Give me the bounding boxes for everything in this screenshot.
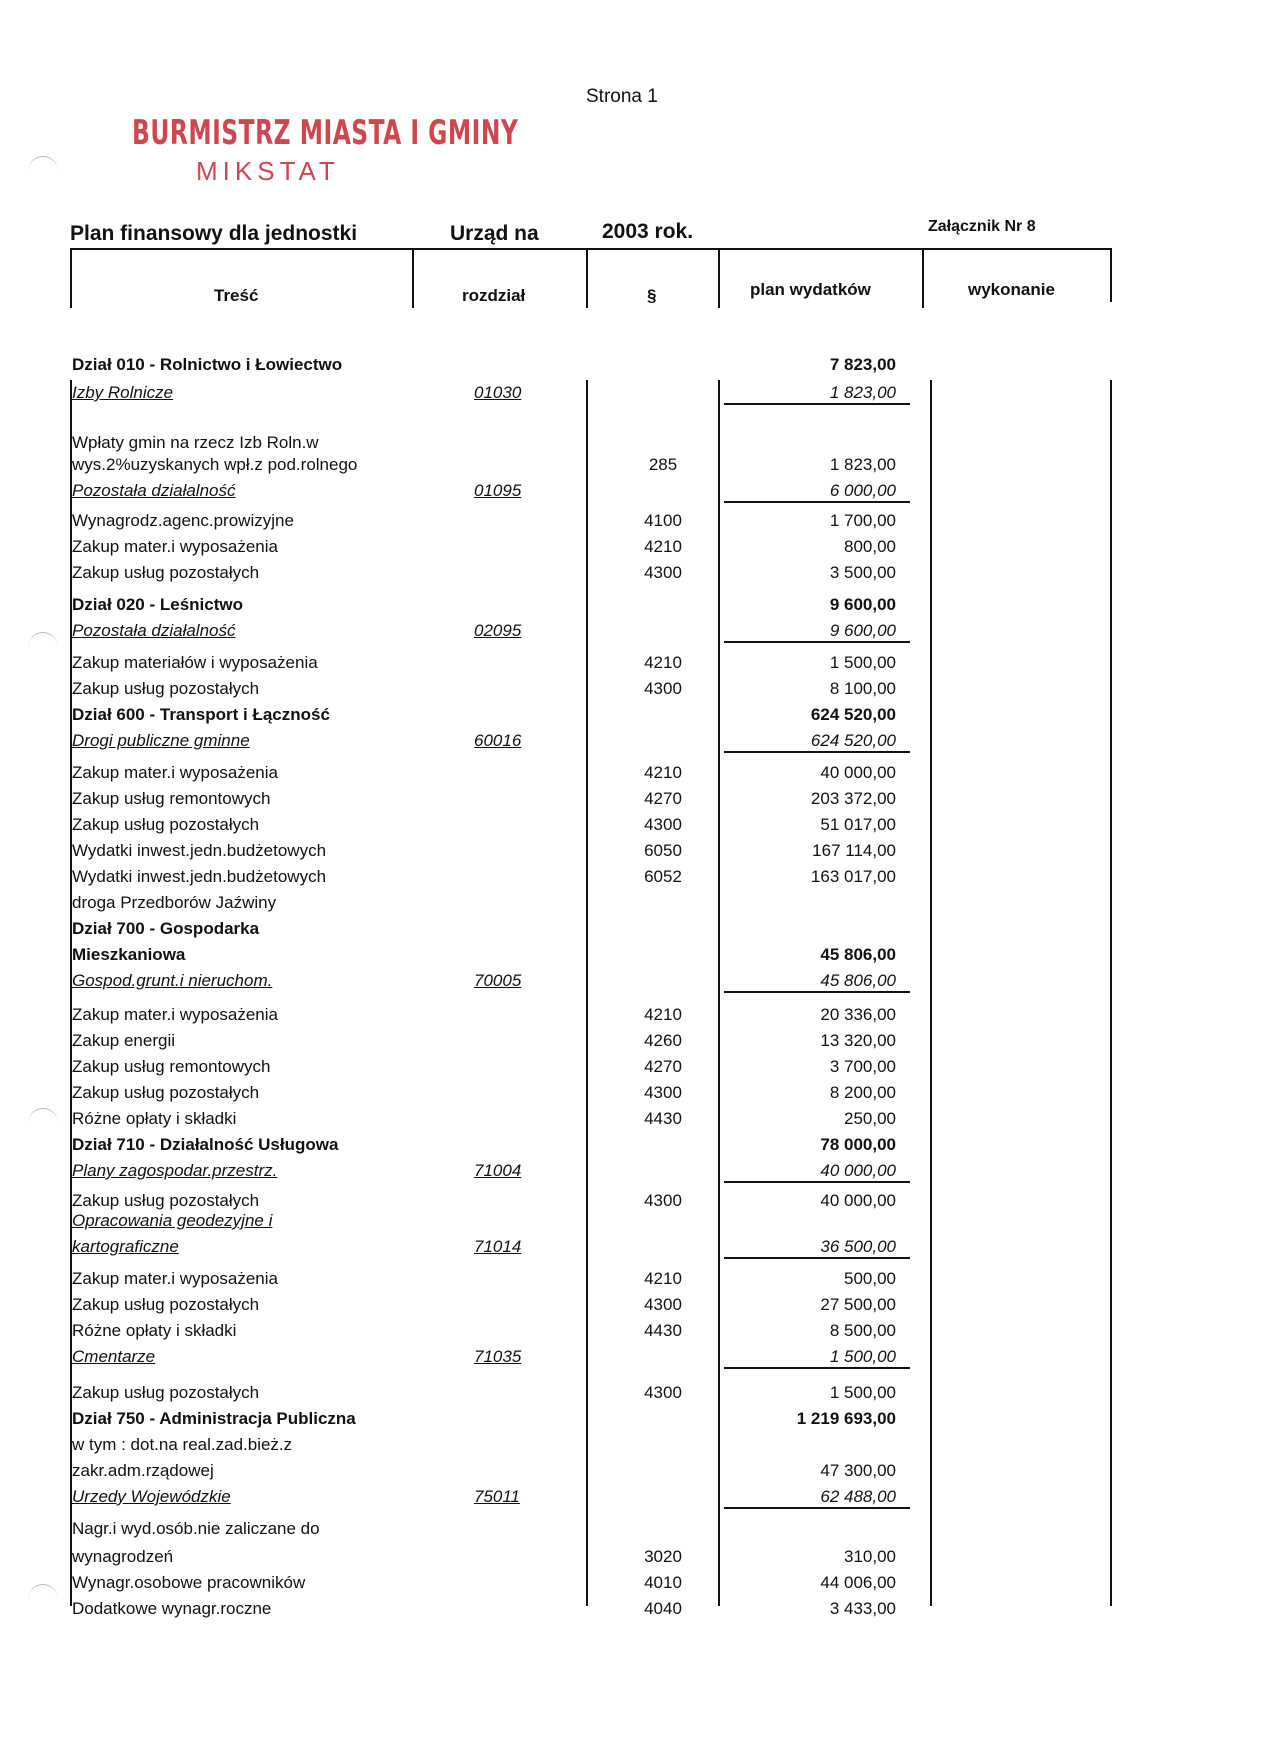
header-divider bbox=[922, 248, 924, 308]
row-description: droga Przedborów Jaźwiny bbox=[72, 893, 277, 912]
row-plan-amount: 250,00 bbox=[844, 1109, 896, 1128]
row-plan-amount: 9 600,00 bbox=[829, 621, 896, 640]
subtotal-rule bbox=[724, 991, 910, 993]
table-row bbox=[0, 480, 1274, 502]
row-description: Zakup mater.i wyposażenia bbox=[72, 537, 278, 556]
row-description: Zakup mater.i wyposażenia bbox=[72, 1269, 278, 1288]
col-header-wykonanie: wykonanie bbox=[968, 280, 1055, 299]
table-row bbox=[0, 1210, 1274, 1232]
row-rozdzial: 71035 bbox=[474, 1347, 522, 1366]
row-description: kartograficzne bbox=[72, 1237, 179, 1256]
punch-hole-mark bbox=[28, 156, 58, 171]
table-row bbox=[0, 1108, 1274, 1130]
subtotal-rule bbox=[724, 403, 910, 405]
table-row bbox=[0, 1190, 1274, 1212]
row-paragraf: 4300 bbox=[644, 563, 682, 582]
row-paragraf: 4300 bbox=[644, 1295, 682, 1314]
row-description: Zakup mater.i wyposażenia bbox=[72, 1005, 278, 1024]
row-description: Dział 020 - Leśnictwo bbox=[72, 595, 243, 614]
table-row bbox=[0, 762, 1274, 784]
row-plan-amount: 9 600,00 bbox=[829, 595, 896, 614]
row-plan-amount: 624 520,00 bbox=[810, 705, 896, 724]
table-row bbox=[0, 1518, 1274, 1540]
row-description: zakr.adm.rządowej bbox=[72, 1461, 214, 1480]
table-row bbox=[0, 510, 1274, 532]
row-description: Dodatkowe wynagr.roczne bbox=[72, 1599, 272, 1618]
subtotal-rule bbox=[724, 1257, 910, 1259]
row-description: wys.2%uzyskanych wpł.z pod.rolnego bbox=[72, 455, 358, 474]
row-plan-amount: 1 500,00 bbox=[829, 1347, 896, 1366]
table-row bbox=[0, 1382, 1274, 1404]
row-paragraf: 4300 bbox=[644, 679, 682, 698]
row-rozdzial: 01095 bbox=[474, 481, 522, 500]
row-description: Wynagrodz.agenc.prowizyjne bbox=[72, 511, 294, 530]
row-description: Dział 700 - Gospodarka bbox=[72, 919, 260, 938]
row-paragraf: 4210 bbox=[644, 1005, 682, 1024]
row-plan-amount: 1 500,00 bbox=[829, 1383, 896, 1402]
row-description: Wydatki inwest.jedn.budżetowych bbox=[72, 841, 327, 860]
row-paragraf: 4430 bbox=[644, 1321, 682, 1340]
subtotal-rule bbox=[724, 501, 910, 503]
title-part-1: Plan finansowy dla jednostki bbox=[70, 222, 358, 245]
table-row bbox=[0, 354, 1274, 376]
row-description: Zakup usług remontowych bbox=[72, 789, 271, 808]
row-plan-amount: 78 000,00 bbox=[820, 1135, 896, 1154]
table-row bbox=[0, 1082, 1274, 1104]
row-description: Wydatki inwest.jedn.budżetowych bbox=[72, 867, 327, 886]
row-plan-amount: 500,00 bbox=[844, 1269, 896, 1288]
row-description: Wynagr.osobowe pracowników bbox=[72, 1573, 306, 1592]
row-description: Zakup mater.i wyposażenia bbox=[72, 763, 278, 782]
col-header-plan: plan wydatków bbox=[750, 280, 871, 299]
row-rozdzial: 70005 bbox=[474, 971, 522, 990]
table-row bbox=[0, 594, 1274, 616]
table-row bbox=[0, 1346, 1274, 1368]
row-plan-amount: 310,00 bbox=[844, 1547, 896, 1566]
row-plan-amount: 36 500,00 bbox=[820, 1237, 896, 1256]
table-row bbox=[0, 1320, 1274, 1342]
table-row bbox=[0, 1268, 1274, 1290]
table-row bbox=[0, 840, 1274, 862]
row-plan-amount: 1 500,00 bbox=[829, 653, 896, 672]
row-description: Drogi publiczne gminne bbox=[72, 731, 250, 750]
table-row bbox=[0, 892, 1274, 914]
row-plan-amount: 624 520,00 bbox=[810, 731, 896, 750]
table-row bbox=[0, 1056, 1274, 1078]
header-top-line bbox=[70, 248, 1110, 250]
row-description: Urzedy Wojewódzkie bbox=[72, 1487, 231, 1506]
row-description: Zakup usług remontowych bbox=[72, 1057, 271, 1076]
table-row bbox=[0, 970, 1274, 992]
row-description: Różne opłaty i składki bbox=[72, 1109, 237, 1128]
row-description: Pozostała działalność bbox=[72, 481, 236, 500]
row-plan-amount: 40 000,00 bbox=[820, 763, 896, 782]
table-row bbox=[0, 704, 1274, 726]
row-description: Plany zagospodar.przestrz. bbox=[72, 1161, 278, 1180]
subtotal-rule bbox=[724, 1507, 910, 1509]
row-plan-amount: 203 372,00 bbox=[810, 789, 896, 808]
row-paragraf: 4300 bbox=[644, 1383, 682, 1402]
row-plan-amount: 51 017,00 bbox=[820, 815, 896, 834]
row-paragraf: 4010 bbox=[644, 1573, 682, 1592]
header-divider bbox=[412, 248, 414, 308]
table-row bbox=[0, 1134, 1274, 1156]
row-paragraf: 4270 bbox=[644, 789, 682, 808]
row-rozdzial: 71004 bbox=[474, 1161, 522, 1180]
row-rozdzial: 71014 bbox=[474, 1237, 522, 1256]
stamp-line-2: MIKSTAT bbox=[196, 156, 340, 186]
row-plan-amount: 13 320,00 bbox=[820, 1031, 896, 1050]
header-divider bbox=[586, 248, 588, 308]
row-description: Cmentarze bbox=[72, 1347, 156, 1366]
row-plan-amount: 1 823,00 bbox=[829, 455, 896, 474]
row-paragraf: 4430 bbox=[644, 1109, 682, 1128]
row-description: Zakup usług pozostałych bbox=[72, 679, 260, 698]
row-description: Izby Rolnicze bbox=[72, 383, 174, 402]
row-plan-amount: 8 100,00 bbox=[829, 679, 896, 698]
table-row bbox=[0, 1572, 1274, 1594]
table-row bbox=[0, 1460, 1274, 1482]
row-description: Dział 600 - Transport i Łączność bbox=[72, 705, 330, 724]
row-plan-amount: 167 114,00 bbox=[812, 841, 896, 860]
header-divider bbox=[718, 248, 720, 308]
row-plan-amount: 8 500,00 bbox=[829, 1321, 896, 1340]
row-description: Zakup usług pozostałych bbox=[72, 1083, 260, 1102]
table-row bbox=[0, 562, 1274, 584]
row-plan-amount: 800,00 bbox=[844, 537, 896, 556]
subtotal-rule bbox=[724, 641, 910, 643]
row-paragraf: 4300 bbox=[644, 1191, 682, 1210]
row-description: Mieszkaniowa bbox=[72, 945, 186, 964]
row-plan-amount: 45 806,00 bbox=[820, 971, 896, 990]
table-row bbox=[0, 1030, 1274, 1052]
row-plan-amount: 20 336,00 bbox=[820, 1005, 896, 1024]
table-row bbox=[0, 1160, 1274, 1182]
row-description: Zakup usług pozostałych bbox=[72, 563, 260, 582]
row-description: Dział 010 - Rolnictwo i Łowiectwo bbox=[72, 355, 343, 374]
table-row bbox=[0, 866, 1274, 888]
row-paragraf: 4040 bbox=[644, 1599, 682, 1618]
row-plan-amount: 3 433,00 bbox=[829, 1599, 896, 1618]
row-paragraf: 4260 bbox=[644, 1031, 682, 1050]
row-paragraf: 4210 bbox=[644, 653, 682, 672]
subtotal-rule bbox=[724, 751, 910, 753]
row-description: Pozostała działalność bbox=[72, 621, 236, 640]
row-description: wynagrodzeń bbox=[72, 1547, 174, 1566]
table-row bbox=[0, 620, 1274, 642]
col-header-paragraf: § bbox=[647, 286, 657, 305]
row-paragraf: 6050 bbox=[644, 841, 682, 860]
row-plan-amount: 3 500,00 bbox=[829, 563, 896, 582]
table-row bbox=[0, 678, 1274, 700]
row-paragraf: 4210 bbox=[644, 763, 682, 782]
row-plan-amount: 27 500,00 bbox=[820, 1295, 896, 1314]
row-plan-amount: 45 806,00 bbox=[820, 945, 896, 964]
table-row bbox=[0, 1004, 1274, 1026]
row-plan-amount: 1 219 693,00 bbox=[796, 1409, 896, 1428]
row-paragraf: 4210 bbox=[644, 537, 682, 556]
row-rozdzial: 02095 bbox=[474, 621, 522, 640]
row-paragraf: 6052 bbox=[644, 867, 682, 886]
row-plan-amount: 163 017,00 bbox=[810, 867, 896, 886]
row-description: Zakup materiałów i wyposażenia bbox=[72, 653, 318, 672]
row-plan-amount: 6 000,00 bbox=[829, 481, 896, 500]
page-label: Strona 1 bbox=[586, 86, 658, 107]
annex-label: Załącznik Nr 8 bbox=[928, 218, 1036, 235]
stamp-line-1: BURMISTRZ MIASTA I GMINY bbox=[132, 114, 519, 153]
row-plan-amount: 40 000,00 bbox=[820, 1191, 896, 1210]
row-plan-amount: 7 823,00 bbox=[829, 355, 896, 374]
row-paragraf: 4300 bbox=[644, 815, 682, 834]
table-row bbox=[0, 1434, 1274, 1456]
header-divider bbox=[70, 248, 72, 308]
row-description: Gospod.grunt.i nieruchom. bbox=[72, 971, 273, 990]
row-rozdzial: 60016 bbox=[474, 731, 522, 750]
table-row bbox=[0, 1294, 1274, 1316]
table-row bbox=[0, 1546, 1274, 1568]
row-description: Dział 710 - Działalność Usługowa bbox=[72, 1135, 339, 1154]
table-row bbox=[0, 918, 1274, 940]
table-row bbox=[0, 788, 1274, 810]
row-description: Opracowania geodezyjne i bbox=[72, 1211, 273, 1230]
table-row bbox=[0, 454, 1274, 476]
row-description: Zakup energii bbox=[72, 1031, 176, 1050]
col-header-tresc: Treść bbox=[214, 286, 259, 305]
table-row bbox=[0, 1408, 1274, 1430]
row-paragraf: 4210 bbox=[644, 1269, 682, 1288]
row-plan-amount: 40 000,00 bbox=[820, 1161, 896, 1180]
table-row bbox=[0, 536, 1274, 558]
row-plan-amount: 3 700,00 bbox=[829, 1057, 896, 1076]
header-divider bbox=[1110, 248, 1112, 302]
title-part-2: Urząd na bbox=[450, 222, 539, 245]
table-row bbox=[0, 730, 1274, 752]
row-description: Różne opłaty i składki bbox=[72, 1321, 237, 1340]
table-row bbox=[0, 652, 1274, 674]
row-description: Zakup usług pozostałych bbox=[72, 1383, 260, 1402]
table-row bbox=[0, 1486, 1274, 1508]
subtotal-rule bbox=[724, 1367, 910, 1369]
row-rozdzial: 75011 bbox=[474, 1487, 521, 1506]
row-paragraf: 4100 bbox=[644, 511, 682, 530]
row-plan-amount: 1 823,00 bbox=[829, 383, 896, 402]
table-row bbox=[0, 382, 1274, 404]
row-paragraf: 4300 bbox=[644, 1083, 682, 1102]
row-paragraf: 4270 bbox=[644, 1057, 682, 1076]
row-paragraf: 285 bbox=[648, 455, 678, 474]
title-part-3: 2003 rok. bbox=[602, 220, 694, 243]
row-rozdzial: 01030 bbox=[474, 383, 522, 402]
row-paragraf: 3020 bbox=[644, 1547, 682, 1566]
row-description: Dział 750 - Administracja Publiczna bbox=[72, 1409, 356, 1428]
table-row bbox=[0, 944, 1274, 966]
row-plan-amount: 62 488,00 bbox=[820, 1487, 896, 1506]
row-description: w tym : dot.na real.zad.bież.z bbox=[72, 1435, 293, 1454]
col-header-rozdzial: rozdział bbox=[462, 286, 526, 305]
row-description: Zakup usług pozostałych bbox=[72, 1295, 260, 1314]
row-plan-amount: 1 700,00 bbox=[829, 511, 896, 530]
subtotal-rule bbox=[724, 1181, 910, 1183]
row-description: Zakup usług pozostałych bbox=[72, 1191, 260, 1210]
row-plan-amount: 47 300,00 bbox=[820, 1461, 896, 1480]
row-description: Wpłaty gmin na rzecz Izb Roln.w bbox=[72, 433, 319, 452]
row-description: Nagr.i wyd.osób.nie zaliczane do bbox=[72, 1519, 320, 1538]
table-row bbox=[0, 432, 1274, 454]
table-row bbox=[0, 1598, 1274, 1620]
table-row bbox=[0, 1236, 1274, 1258]
row-plan-amount: 8 200,00 bbox=[829, 1083, 896, 1102]
table-row bbox=[0, 814, 1274, 836]
row-description: Zakup usług pozostałych bbox=[72, 815, 260, 834]
row-plan-amount: 44 006,00 bbox=[820, 1573, 896, 1592]
